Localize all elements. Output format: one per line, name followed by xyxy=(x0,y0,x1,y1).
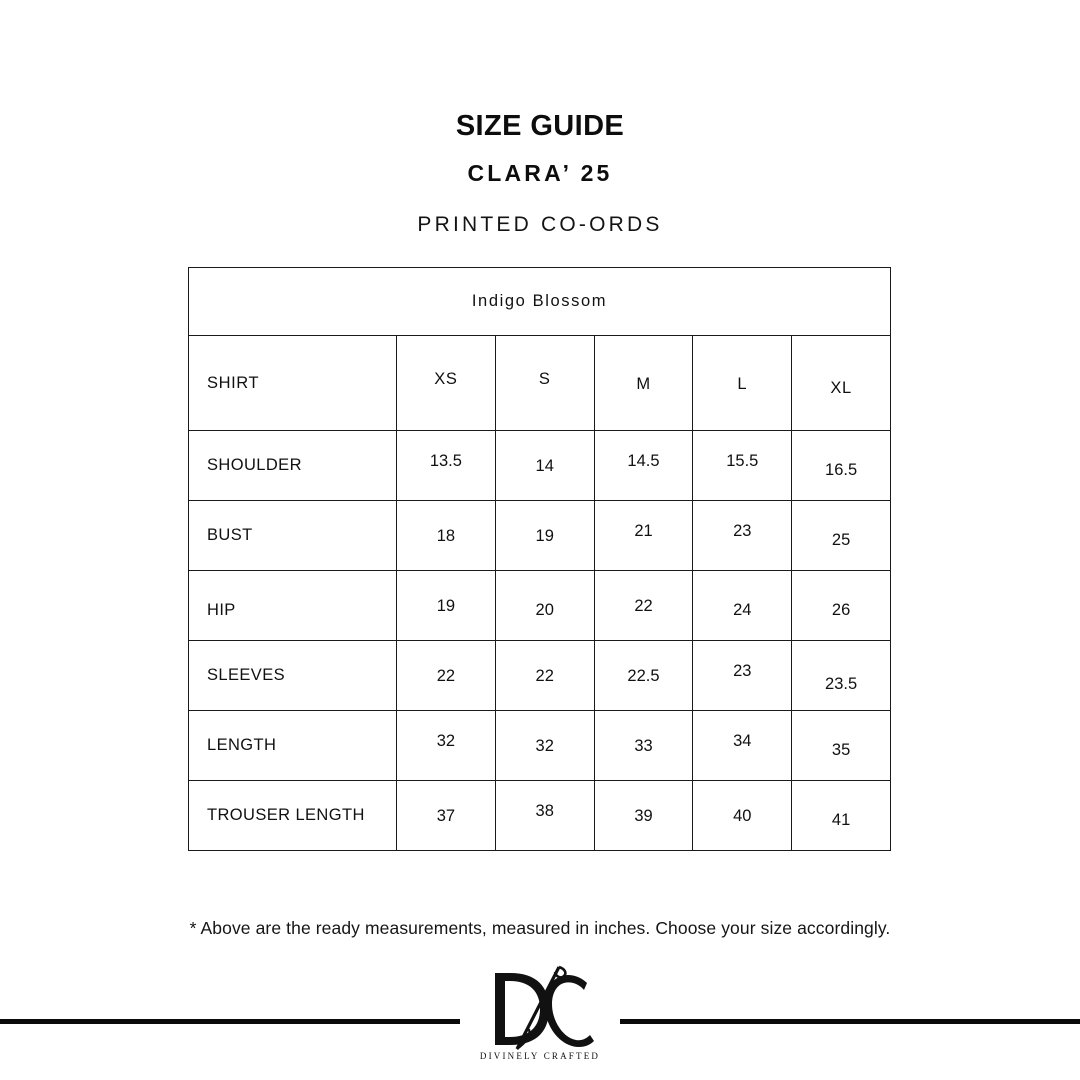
cell-bust-s: 19 xyxy=(495,502,594,572)
cell-bust-xl: 25 xyxy=(792,506,891,576)
cell-hip-m: 22 xyxy=(594,572,693,642)
row-label-bust: BUST xyxy=(189,501,397,571)
row-label-length: LENGTH xyxy=(189,711,397,781)
brand-logo xyxy=(0,963,1080,1060)
cell-bust-l: 23 xyxy=(693,497,792,567)
page-title: SIZE GUIDE xyxy=(455,110,625,142)
cell-bust-m: 21 xyxy=(594,497,693,567)
cell-shoulder-m: 14.5 xyxy=(594,427,693,497)
header-cell-m: M xyxy=(594,337,693,432)
table-header-row xyxy=(189,336,891,431)
cell-shoulder-s: 14 xyxy=(495,432,594,502)
cell-length-xs: 32 xyxy=(397,707,496,777)
cell-hip-xl: 26 xyxy=(792,576,891,646)
cell-trouser-l: 40 xyxy=(693,782,792,852)
cell-shoulder-xl: 16.5 xyxy=(792,436,891,506)
category-name: PRINTED CO-ORDS xyxy=(417,213,663,236)
table-row-fabric xyxy=(189,268,891,336)
size-chart-container xyxy=(188,267,890,851)
table-row xyxy=(189,501,891,571)
header-cell-xl: XL xyxy=(792,341,891,436)
fabric-name-cell: Indigo Blossom xyxy=(189,268,891,336)
table-row xyxy=(189,641,891,711)
cell-length-m: 33 xyxy=(594,712,693,782)
cell-hip-xs: 19 xyxy=(397,572,496,642)
row-label-trouser-length: TROUSER LENGTH xyxy=(189,781,397,851)
header-cell-xs: XS xyxy=(397,332,496,427)
cell-length-xl: 35 xyxy=(792,716,891,786)
cell-sleeves-l: 23 xyxy=(693,637,792,707)
brand-caption: DIVINELY CRAFTED xyxy=(479,1051,601,1061)
collection-name: CLARA’ 25 xyxy=(467,160,613,186)
row-label-sleeves: SLEEVES xyxy=(189,641,397,711)
table-row xyxy=(189,571,891,641)
cell-trouser-s: 38 xyxy=(495,777,594,847)
row-label-hip: HIP xyxy=(189,576,397,646)
measurement-footnote: * Above are the ready measurements, measured in inches. Choose your size accordingly. xyxy=(189,918,891,938)
cell-length-s: 32 xyxy=(495,712,594,782)
cell-trouser-m: 39 xyxy=(594,782,693,852)
cell-bust-xs: 18 xyxy=(397,502,496,572)
cell-hip-s: 20 xyxy=(495,576,594,646)
size-chart-table xyxy=(188,267,891,851)
cell-sleeves-m: 22.5 xyxy=(594,642,693,712)
cell-trouser-xs: 37 xyxy=(397,782,496,852)
table-row xyxy=(189,781,891,851)
table-row xyxy=(189,711,891,781)
cell-shoulder-xs: 13.5 xyxy=(397,427,496,497)
cell-hip-l: 24 xyxy=(693,576,792,646)
cell-sleeves-xs: 22 xyxy=(397,642,496,712)
cell-length-l: 34 xyxy=(693,707,792,777)
header-cell-l: L xyxy=(693,337,792,432)
header-cell-s: S xyxy=(495,332,594,427)
cell-sleeves-xl: 23.5 xyxy=(792,650,891,720)
cell-sleeves-s: 22 xyxy=(495,642,594,712)
cell-shoulder-l: 15.5 xyxy=(693,427,792,497)
brand-footer xyxy=(0,963,1080,1073)
row-label-shoulder: SHOULDER xyxy=(189,431,397,501)
header-cell-garment: SHIRT xyxy=(189,336,397,431)
cell-trouser-xl: 41 xyxy=(792,786,891,856)
table-row xyxy=(189,431,891,501)
